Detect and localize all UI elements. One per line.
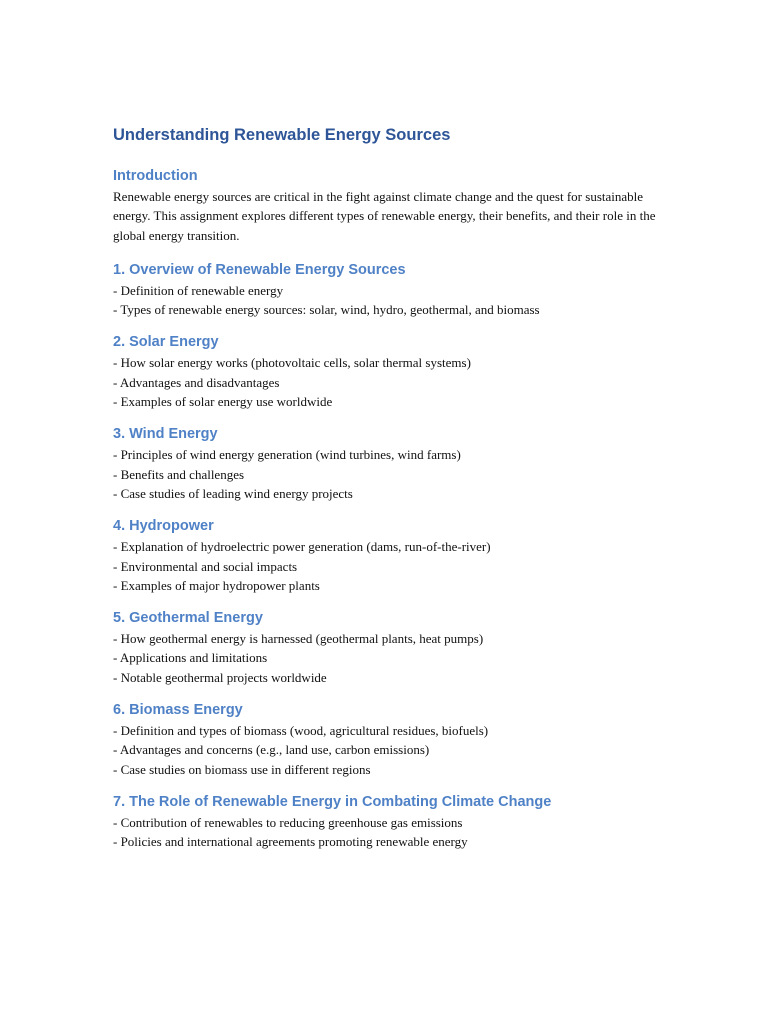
section-heading: 5. Geothermal Energy: [113, 610, 263, 627]
document-page: [113, 120, 673, 864]
bullet-list: [113, 445, 673, 503]
section-heading: 2. Solar Energy: [113, 334, 219, 351]
bullet-list: [113, 721, 673, 779]
introduction-paragraph: Renewable energy sources are critical in the fight against climate change and the quest for sustainable energy. This assignment explores different types of renewable energy, their benefits, and their role in the global energy transition.: [113, 189, 656, 243]
list-item: - Advantages and disadvantages: [113, 374, 280, 390]
section-heading: 4. Hydropower: [113, 518, 214, 535]
section-7: [113, 791, 673, 852]
document-title: Understanding Renewable Energy Sources: [113, 126, 451, 144]
list-item: - Examples of major hydropower plants: [113, 577, 320, 593]
bullet-list: [113, 629, 673, 687]
list-item: - Types of renewable energy sources: solar, wind, hydro, geothermal, and biomass: [113, 302, 540, 318]
list-item: - Case studies on biomass use in different regions: [113, 761, 371, 777]
section-4: [113, 515, 673, 595]
list-item: - Policies and international agreements promoting renewable energy: [113, 834, 468, 850]
list-item: - Applications and limitations: [113, 650, 268, 666]
sections-container: [113, 259, 673, 852]
bullet-list: [113, 813, 673, 852]
list-item: - Definition of renewable energy: [113, 282, 284, 298]
list-item: - Case studies of leading wind energy projects: [113, 485, 353, 501]
introduction-heading: Introduction: [113, 168, 198, 184]
section-heading: 7. The Role of Renewable Energy in Combating Climate Change: [113, 793, 552, 810]
section-6: [113, 699, 673, 779]
section-heading: 6. Biomass Energy: [113, 702, 243, 719]
list-item: - Advantages and concerns (e.g., land use, carbon emissions): [113, 742, 430, 758]
section-3: [113, 423, 673, 503]
section-heading: 1. Overview of Renewable Energy Sources: [113, 261, 406, 278]
section-5: [113, 607, 673, 687]
list-item: - Examples of solar energy use worldwide: [113, 394, 333, 410]
bullet-list: [113, 353, 673, 411]
section-2: [113, 331, 673, 411]
list-item: - Environmental and social impacts: [113, 558, 298, 574]
list-item: - Notable geothermal projects worldwide: [113, 669, 327, 685]
list-item: - How geothermal energy is harnessed (geothermal plants, heat pumps): [113, 631, 484, 647]
section-heading: 3. Wind Energy: [113, 426, 218, 443]
list-item: - Explanation of hydroelectric power generation (dams, run-of-the-river): [113, 539, 491, 555]
bullet-list: [113, 281, 673, 320]
list-item: - Principles of wind energy generation (wind turbines, wind farms): [113, 447, 461, 463]
list-item: - Definition and types of biomass (wood, agricultural residues, biofuels): [113, 723, 489, 739]
section-1: [113, 259, 673, 320]
list-item: - How solar energy works (photovoltaic cells, solar thermal systems): [113, 355, 471, 371]
list-item: - Contribution of renewables to reducing greenhouse gas emissions: [113, 814, 463, 830]
bullet-list: [113, 537, 673, 595]
list-item: - Benefits and challenges: [113, 466, 245, 482]
